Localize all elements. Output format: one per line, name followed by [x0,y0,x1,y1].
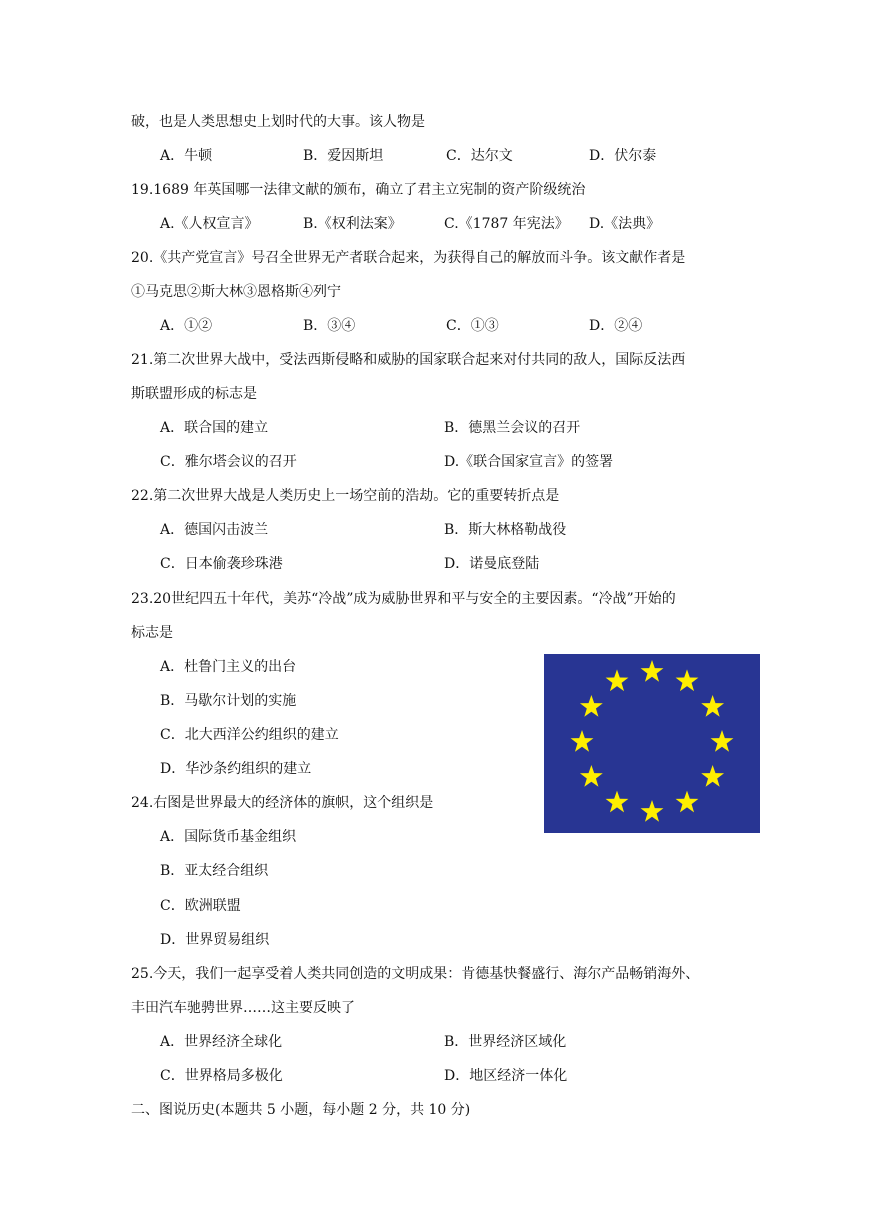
question-text: ①马克思②斯大林③恩格斯④列宁 [131,284,341,300]
section-title: 二、图说历史(本题共 5 小题，每小题 2 分，共 10 分) [131,1102,471,1118]
option-a: A．牛顿 [160,148,213,164]
question-text: 丰田汽车驰骋世界……这主要反映了 [131,1000,355,1016]
section-heading [0,1098,869,1122]
eu-flag-image [544,654,760,833]
question-text: 21.第二次世界大战中，受法西斯侵略和威胁的国家联合起来对付共同的敌人，国际反法西 [131,352,686,368]
option-a: A．①② [160,318,213,334]
question-20-list [0,280,869,304]
question-23-stem-2 [0,621,869,645]
question-text: 19.1689 年英国哪一法律文献的颁布，确立了君主立宪制的资产阶级统治 [131,182,586,198]
option-b: B．世界经济区域化 [444,1034,567,1050]
question-22-options-row-1 [0,518,869,542]
question-25-options-row-2 [0,1064,869,1088]
question-22-options-row-2 [0,552,869,576]
option-a: A．联合国的建立 [160,420,269,436]
question-18-options [0,144,869,168]
option-d: D．华沙条约组织的建立 [160,761,312,777]
question-21-options-row-1 [0,416,869,440]
option-d: D.《法典》 [589,216,661,232]
option-c: C.《1787 年宪法》 [444,216,569,232]
option-b: B.《权利法案》 [303,216,402,232]
question-24-option-b [0,859,869,883]
question-21-stem-2 [0,382,869,406]
question-text: 斯联盟形成的标志是 [131,386,257,402]
question-25-options-row-1 [0,1030,869,1054]
option-a: A．国际货币基金组织 [160,829,297,845]
option-c: C．①③ [446,318,499,334]
question-24-option-d [0,928,869,952]
option-b: B．斯大林格勒战役 [444,522,567,538]
question-text: 标志是 [131,625,173,641]
question-22-stem [0,484,869,508]
option-a: A．德国闪击波兰 [160,522,269,538]
question-25-stem-1 [0,962,869,986]
option-b: B．③④ [303,318,356,334]
option-c: C．欧洲联盟 [160,898,241,914]
question-19-stem [0,178,869,202]
option-c: C．达尔文 [446,148,513,164]
option-d: D．地区经济一体化 [444,1068,568,1084]
option-d: D．世界贸易组织 [160,932,270,948]
question-21-options-row-2 [0,450,869,474]
question-text: 22.第二次世界大战是人类历史上一场空前的浩劫。它的重要转折点是 [131,488,560,504]
question-text: 23.20世纪四五十年代，美苏“冷战”成为威胁世界和平与安全的主要因素。“冷战”开始的 [131,591,676,607]
question-text: 24.右图是世界最大的经济体的旗帜，这个组织是 [131,795,434,811]
question-20-options [0,314,869,338]
question-20-stem [0,246,869,270]
option-d: D．②④ [589,318,643,334]
question-text: 破，也是人类思想史上划时代的大事。该人物是 [131,114,425,130]
question-text: 25.今天，我们一起享受着人类共同创造的文明成果：肯德基快餐盛行、海尔产品畅销海外、 [131,966,700,982]
option-d: D．伏尔泰 [589,148,657,164]
option-b: B．爱因斯坦 [303,148,384,164]
question-18-stem-tail [0,110,869,134]
option-d: D．诺曼底登陆 [444,556,540,572]
question-25-stem-2 [0,996,869,1020]
option-b: B．亚太经合组织 [160,863,269,879]
option-c: C．北大西洋公约组织的建立 [160,727,339,743]
question-19-options [0,212,869,236]
option-a: A．世界经济全球化 [160,1034,283,1050]
option-a: A．杜鲁门主义的出台 [160,659,297,675]
option-c: C．日本偷袭珍珠港 [160,556,283,572]
question-text: 20.《共产党宣言》号召全世界无产者联合起来，为获得自己的解放而斗争。该文献作者是 [131,250,686,266]
option-a: A.《人权宣言》 [160,216,259,232]
question-21-stem-1 [0,348,869,372]
question-24-option-c [0,894,869,918]
question-23-stem-1 [0,587,869,611]
option-c: C．雅尔塔会议的召开 [160,454,297,470]
option-b: B．德黑兰会议的召开 [444,420,581,436]
option-c: C．世界格局多极化 [160,1068,283,1084]
option-b: B．马歇尔计划的实施 [160,693,297,709]
option-d: D.《联合国家宣言》的签署 [444,454,614,470]
